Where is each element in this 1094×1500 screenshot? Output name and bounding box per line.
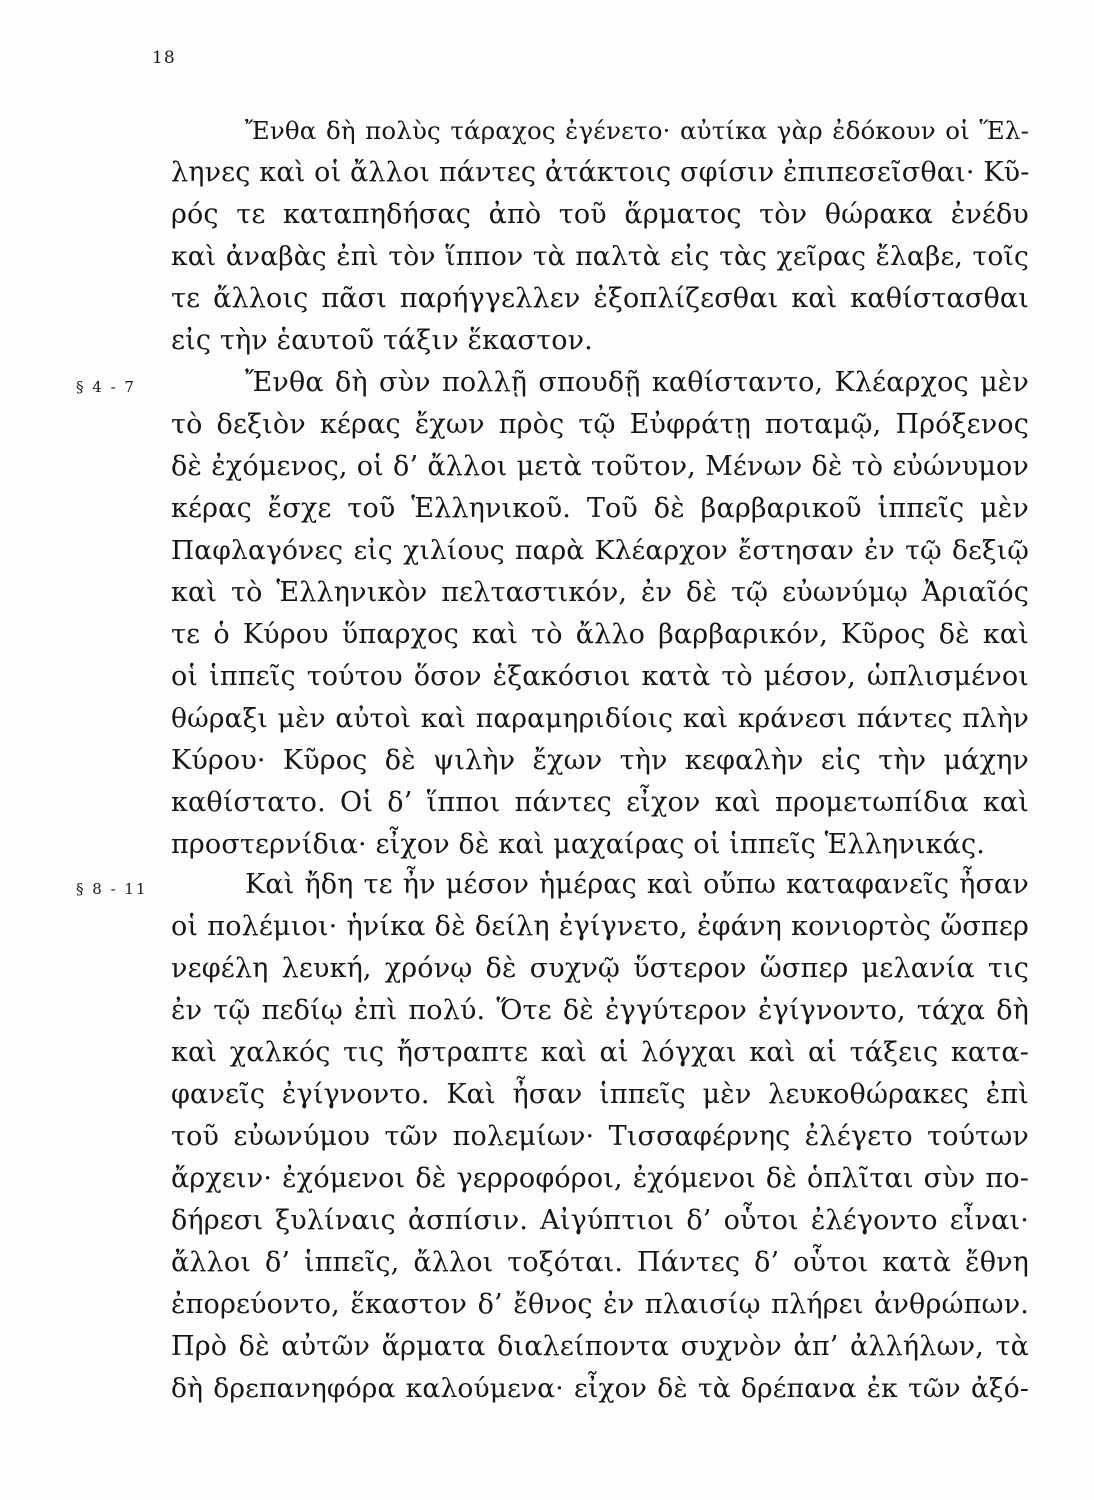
text-line: τε ὁ Κύρου ὕπαρχος καὶ τὸ ἄλλο βαρβαρικόν, Κῦρος δὲ καὶ xyxy=(171,619,1029,650)
text-line: Πρὸ δὲ αὐτῶν ἅρματα διαλείποντα συχνὸν ἀπ’ ἀλλήλων, τὰ xyxy=(171,1331,1029,1362)
text-line: οἱ πολέμιοι· ἡνίκα δὲ δείλη ἐγίγνετο, ἐφάνη κονιορτὸς ὥσπερ xyxy=(171,911,1029,942)
text-line: τὸ δεξιὸν κέρας ἔχων πρὸς τῷ Εὐφράτῃ ποταμῷ, Πρόξενος xyxy=(171,409,1029,440)
text-line: θώραξι μὲν αὐτοὶ καὶ παραμηριδίοις καὶ κράνεσι πάντες πλὴν xyxy=(171,703,1029,734)
text-line: προστερνίδια· εἶχον δὲ καὶ μαχαίρας οἱ ἱππεῖς Ἑλληνικάς. xyxy=(171,829,986,860)
text-line: δὴ δρεπανηφόρα καλούμενα· εἶχον δὲ τὰ δρέπανα ἐκ τῶν ἀξό- xyxy=(171,1373,1029,1404)
text-line: ἄρχειν· ἐχόμενοι δὲ γερροφόροι, ἐχόμενοι δὲ ὁπλῖται σὺν πο- xyxy=(171,1163,1029,1194)
section-marker: § 8 - 11 xyxy=(76,880,148,898)
text-line: ἐν τῷ πεδίῳ ἐπὶ πολύ. Ὅτε δὲ ἐγγύτερον ἐγίγνοντο, τάχα δὴ xyxy=(171,995,1029,1026)
text-line: ληνες καὶ οἱ ἄλλοι πάντες ἀτάκτοις σφίσιν ἐπιπεσεῖσθαι· Κῦ- xyxy=(171,157,1030,188)
text-line: τοῦ εὐωνύμου τῶν πολεμίων· Τισσαφέρνης ἐλέγετο τούτων xyxy=(171,1121,1029,1152)
text-line: Παφλαγόνες εἰς χιλίους παρὰ Κλέαρχον ἔστησαν ἐν τῷ δεξιῷ xyxy=(171,535,1029,566)
text-line: νεφέλη λευκή, χρόνῳ δὲ συχνῷ ὕστερον ὥσπερ μελανία τις xyxy=(171,953,1029,984)
text-line: δήρεσι ξυλίναις ἀσπίσιν. Αἰγύπτιοι δ’ οὗτοι ἐλέγοντο εἶναι· xyxy=(171,1205,1029,1236)
page-number: 18 xyxy=(152,48,176,68)
section-marker: § 4 - 7 xyxy=(76,378,136,396)
text-line: τε ἄλλοις πᾶσι παρήγγελλεν ἐξοπλίζεσθαι καὶ καθίστασθαι xyxy=(171,283,1029,314)
text-line: κέρας ἔσχε τοῦ Ἑλληνικοῦ. Τοῦ δὲ βαρβαρικοῦ ἱππεῖς μὲν xyxy=(171,493,1029,524)
text-line: Ἔνθα δὴ σὺν πολλῇ σπουδῇ καθίσταντο, Κλέαρχος μὲν xyxy=(245,367,1029,398)
text-line: ρός τε καταπηδήσας ἀπὸ τοῦ ἅρματος τὸν θώρακα ἐνέδυ xyxy=(171,199,1029,230)
text-line: Ἔνθα δὴ πολὺς τάραχος ἐγένετο· αὐτίκα γὰρ ἐδόκουν οἱ Ἕλ- xyxy=(245,116,1029,145)
text-line: δὲ ἐχόμενος, οἱ δ’ ἄλλοι μετὰ τοῦτον, Μένων δὲ τὸ εὐώνυμον xyxy=(171,451,1029,482)
text-line: Κύρου· Κῦρος δὲ ψιλὴν ἔχων τὴν κεφαλὴν εἰς τὴν μάχην xyxy=(171,745,1029,776)
text-line: ἄλλοι δ’ ἱππεῖς, ἄλλοι τοξόται. Πάντες δ’ οὗτοι κατὰ ἔθνη xyxy=(171,1247,1029,1278)
text-line: εἰς τὴν ἑαυτοῦ τάξιν ἕκαστον. xyxy=(171,325,593,356)
text-line: Καὶ ἤδη τε ἦν μέσον ἡμέρας καὶ οὔπω καταφανεῖς ἦσαν xyxy=(245,869,1029,900)
text-line: καὶ ἀναβὰς ἐπὶ τὸν ἵππον τὰ παλτὰ εἰς τὰς χεῖρας ἔλαβε, τοῖς xyxy=(171,241,1029,272)
text-line: καθίστατο. Οἱ δ’ ἵπποι πάντες εἶχον καὶ προμετωπίδια καὶ xyxy=(171,787,1029,818)
text-line: οἱ ἱππεῖς τούτου ὅσον ἑξακόσιοι κατὰ τὸ μέσον, ὡπλισμένοι xyxy=(171,661,1029,692)
text-line: καὶ χαλκός τις ἤστραπτε καὶ αἱ λόγχαι καὶ αἱ τάξεις κατα- xyxy=(171,1037,1029,1068)
text-line: ἐπορεύοντο, ἕκαστον δ’ ἔθνος ἐν πλαισίῳ πλήρει ἀνθρώπων. xyxy=(171,1289,1029,1320)
text-line: φανεῖς ἐγίγνοντο. Καὶ ἦσαν ἱππεῖς μὲν λευκοθώρακες ἐπὶ xyxy=(171,1079,1029,1110)
text-line: καὶ τὸ Ἑλληνικὸν πελταστικόν, ἐν δὲ τῷ εὐωνύμῳ Ἀριαῖός xyxy=(171,577,1029,608)
